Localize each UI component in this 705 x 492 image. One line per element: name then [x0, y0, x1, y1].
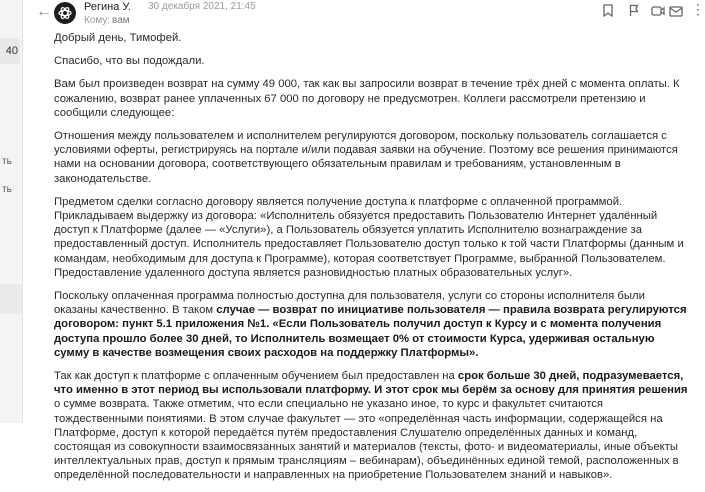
folder-sidebar	[0, 0, 23, 423]
avatar[interactable]	[54, 2, 76, 24]
text-span: о сумме возврата. Также отметим, что если специально не указано иное, то курс и факультет считаются тождественными понятиями. В этом случае факультет — это «определённая часть информации, содержащейся на Платформе, доступ к которой передаётся путём предоставления Слушателю определённых данных и команд, состоящая из совокупности взаимосвязанных занятий и материалов (тексты, фото- и видеоматериалы, иные объекты интеллектуальных прав, доступ к прямым трансляциям – вебинарам), объединённых единой темой, расположенных в определённой последовательности и направленных на приобретение Пользователем знаний и навыков».	[54, 398, 679, 482]
subject-paragraph: Предметом сделки согласно договору является получение доступа к платформе с оплаченной программой. Прикладываем выдержку из договора: «Исполнитель обязуется предоставить Пользователю Интернет удалённый доступ к Платформе (далее — «Услуги»), а Пользователь обязуется уплатить Исполнителю вознаграждение за предоставленный доступ. Исполнитель предоставляет Пользователю доступ только к той части Платформы (данным и командам, необходимым для доступа к Программе), которая соответствует Программе, выбранной Пользователем. Предоставление удаленного доступа является разновидностью платных образовательных услуг».	[54, 195, 684, 279]
refund-rules-paragraph	[54, 289, 690, 360]
contract-paragraph: Отношения между пользователем и исполнителем регулируются договором, поскольку пользователь соглашается с условиями оферты, регистрируясь на портале и/или подавая заявки на обучение. Поэтому все решения принимаются нами на основании договора, соответствующего обязательным правилам и требованиям, установленным в законодательстве.	[54, 130, 678, 185]
sidebar-selected-item[interactable]	[0, 284, 22, 314]
sender-name[interactable]: Регина У.	[84, 1, 131, 13]
bold-text: срок больше 30 дней, подразумевается, что именно в этот период вы использовали платформу. И этот срок мы берём за основу для принятия решения	[54, 370, 688, 397]
to-label: Кому:	[84, 15, 111, 26]
unread-count-badge[interactable]: 40	[0, 38, 20, 64]
greeting: Добрый день, Тимофей.	[54, 32, 182, 44]
message-date: 30 декабря 2021, 21:45	[148, 1, 256, 12]
mail-icon[interactable]	[669, 4, 683, 22]
message-body	[54, 31, 690, 492]
bold-text: случае — возврат по инициативе пользователя — правила возврата регулируются договором: пункт 5.1 приложения №1. «Если Пользователь получил доступ к Курсу и с момента получения доступа прошло более 30 дней, то Исполнитель возмещает 0% от стоимости Курса, удерживая остальную сумму в качестве возмещения своих расходов на поддержку Платформы».	[54, 304, 687, 359]
openai-logo-icon	[57, 5, 73, 21]
more-icon[interactable]: ⋮	[691, 1, 705, 17]
video-icon[interactable]	[651, 4, 665, 22]
access-term-paragraph	[54, 369, 690, 483]
refund-paragraph: Вам был произведен возврат на сумму 49 000, так как вы запросили возврат в течение трёх дней с момента оплаты. К сожалению, возврат ранее уплаченных 67 000 по договору не предусмотрен. Коллеги рассмотрели претензию и сообщили следующее:	[54, 78, 680, 119]
to-recipient[interactable]: вам	[112, 15, 130, 26]
bookmark-icon[interactable]	[603, 4, 613, 22]
sidebar-fragment-1[interactable]: ть	[2, 156, 12, 167]
thanks-line: Спасибо, что вы подождали.	[54, 55, 205, 68]
flag-icon[interactable]	[629, 4, 640, 22]
sidebar-fragment-2[interactable]: ть	[2, 184, 12, 195]
back-arrow-icon[interactable]: ←	[36, 3, 52, 20]
text-span: Поскольку оплаченная программа полностью доступна для пользователя, услуги со стороны исполнителя были оказаны качественно. В таком	[54, 290, 645, 317]
text-span: Так как доступ к платформе с оплаченным обучением был предоставлен на	[54, 370, 458, 383]
